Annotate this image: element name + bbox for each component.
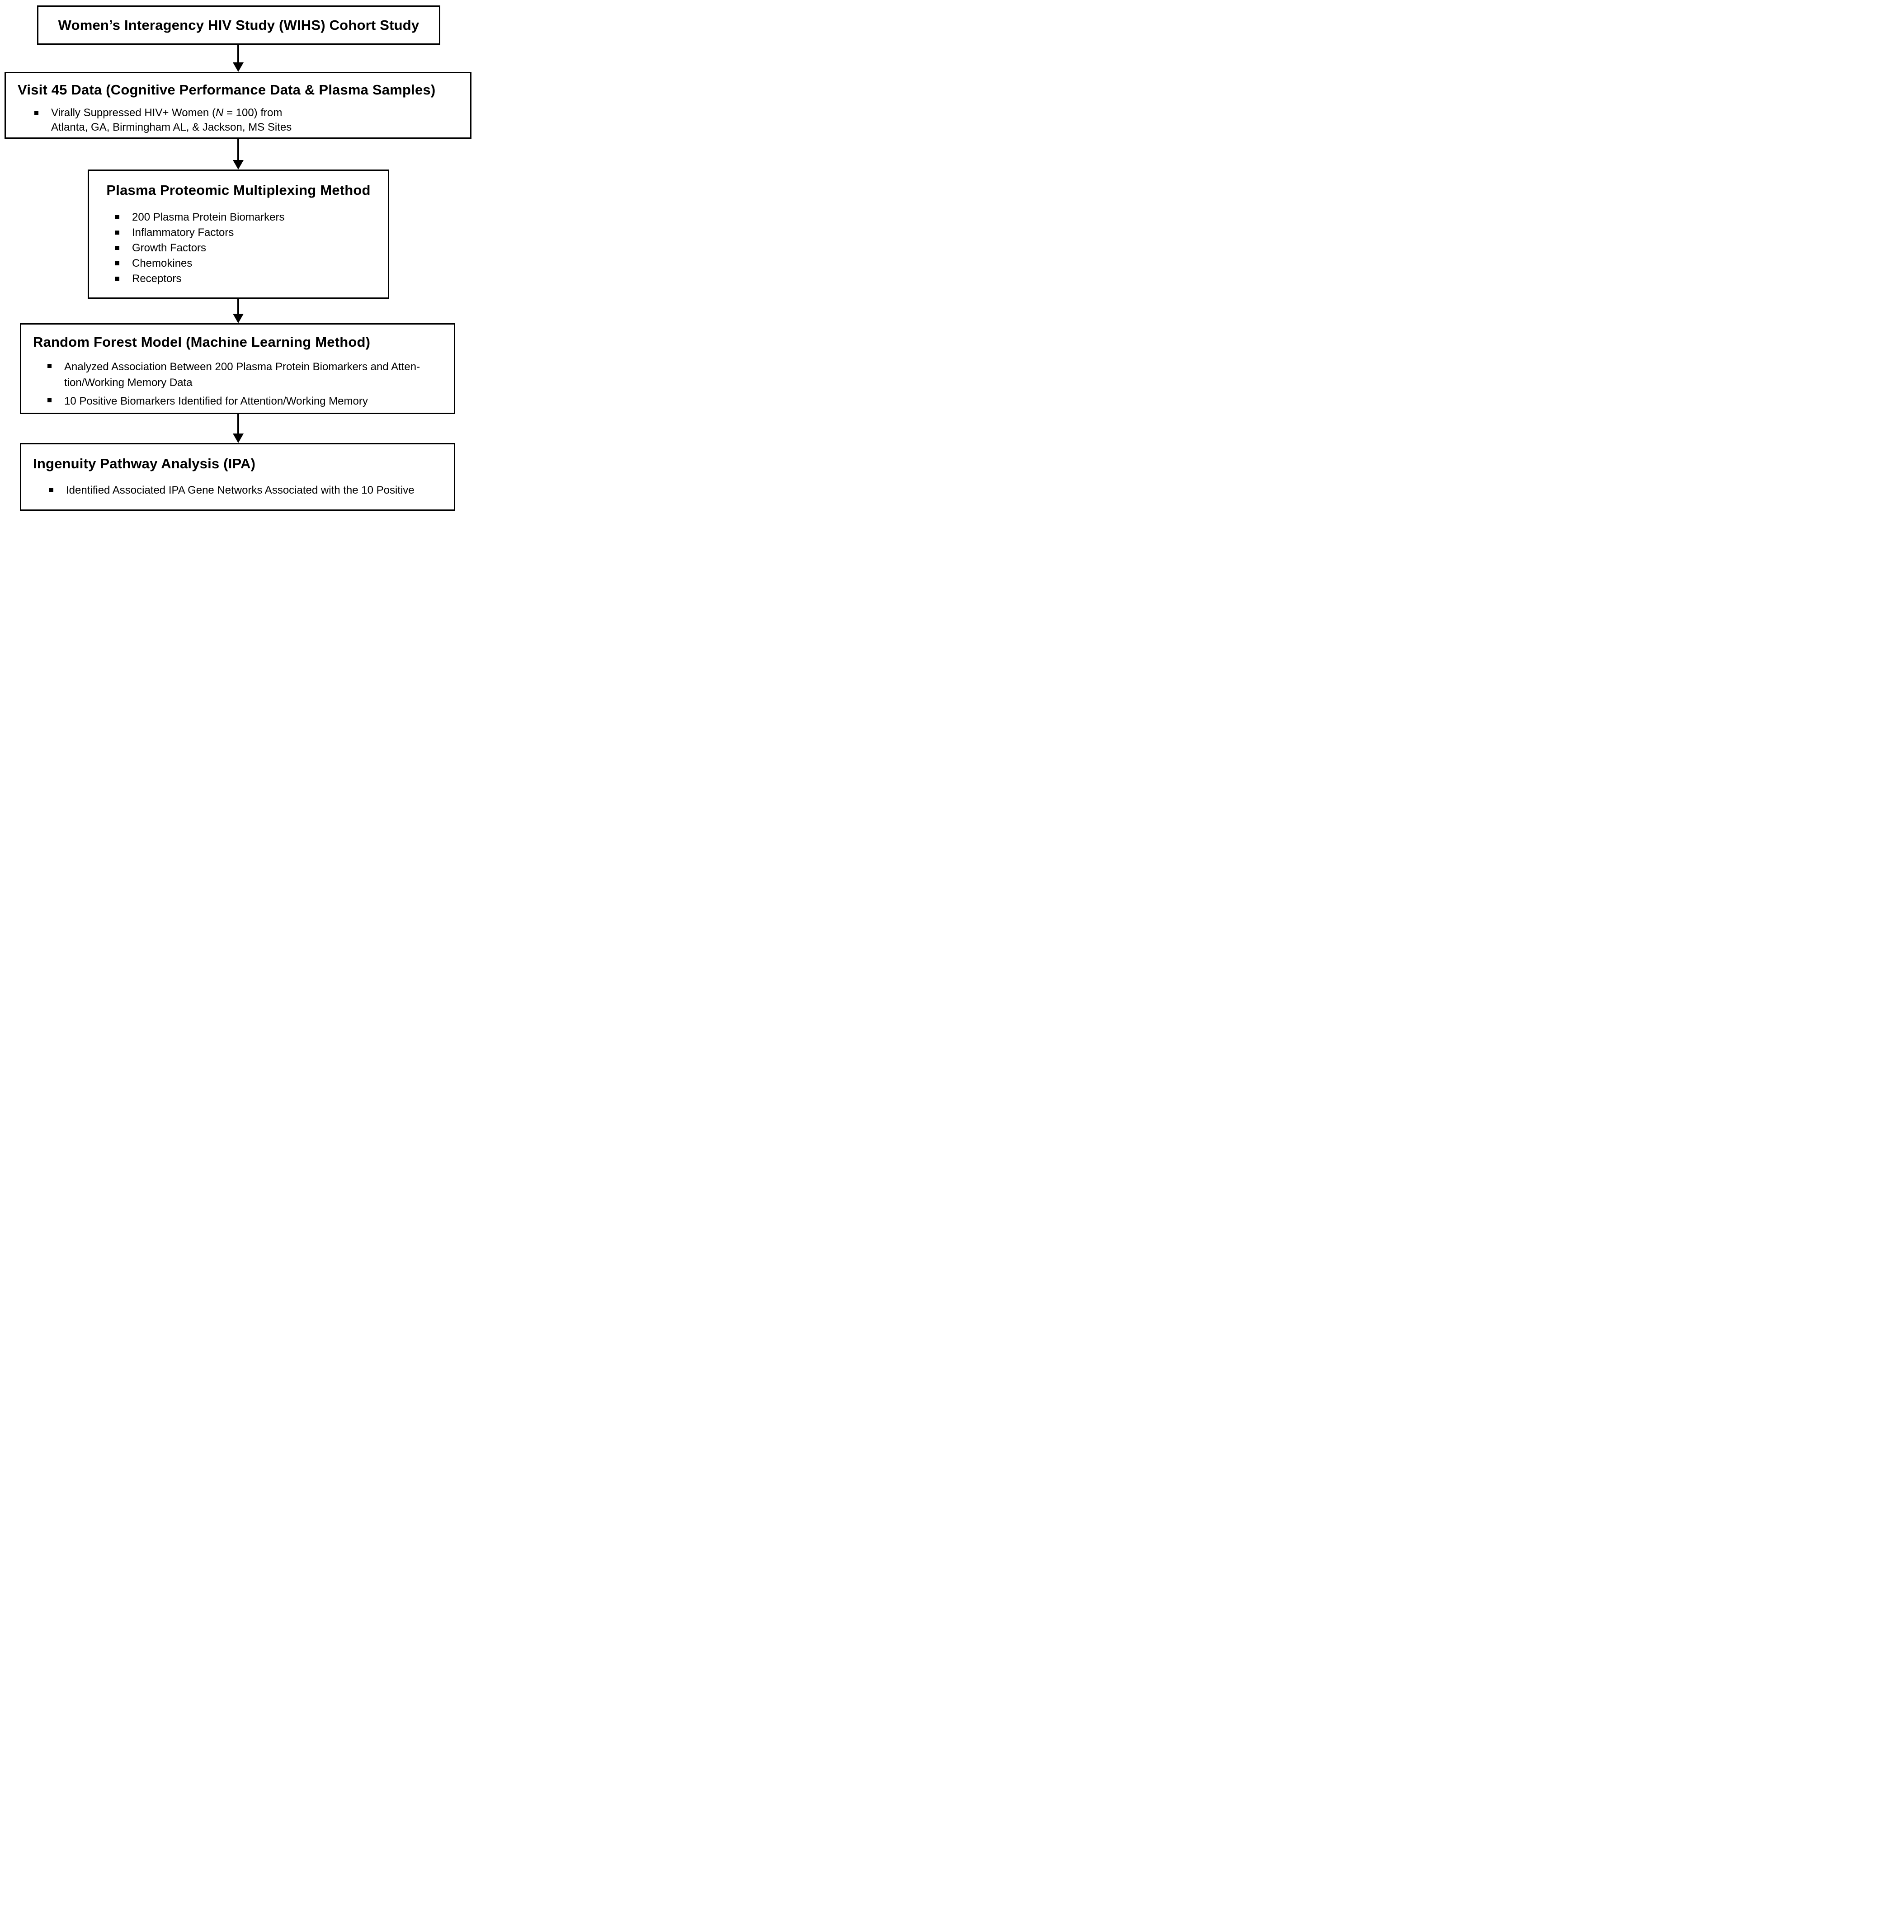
arrow-head-icon (233, 160, 244, 170)
arrow-down-icon (0, 299, 476, 323)
list-item (21, 393, 440, 409)
arrow-down-icon (0, 414, 476, 443)
box-title-ingenuity-pathway-analysis: Ingenuity Pathway Analysis (IPA) (33, 456, 256, 471)
bullet-text: Inflammatory Factors (132, 226, 234, 239)
bullet-text: Identified Associated IPA Gene Networks Associated with the 10 Positive (66, 484, 415, 496)
list-item (89, 210, 388, 225)
bullet-square-icon (47, 364, 52, 368)
bullet-square-icon (115, 261, 119, 265)
bullet-text: Receptors (132, 273, 182, 285)
bullet-square-icon (115, 215, 119, 219)
bullet-text (51, 106, 470, 120)
flowchart-box-visit-45-data (5, 72, 471, 139)
bullet-square-icon (115, 231, 119, 235)
bullet-text-segment: = 100) from (223, 107, 283, 119)
bullet-text: 10 Positive Biomarkers Identified for Attention/Working Memory (64, 395, 368, 407)
bullet-text-line2: Atlanta, GA, Birmingham AL, & Jackson, MS Sites (51, 121, 292, 133)
list-item (89, 240, 388, 256)
bullet-list (89, 210, 388, 287)
arrow-head-icon (233, 314, 244, 323)
list-item (6, 106, 470, 120)
list-item (89, 225, 388, 240)
flowchart-box-ingenuity-pathway-analysis (20, 443, 455, 511)
bullet-list (21, 359, 440, 409)
arrow-head-icon (233, 434, 244, 443)
flowchart-box-random-forest-model (20, 323, 455, 414)
bullet-text: Growth Factors (132, 242, 207, 254)
list-item (21, 359, 440, 391)
bullet-text-segment: Virally Suppressed HIV+ Women ( (51, 107, 216, 119)
flowchart-canvas (0, 0, 476, 511)
arrow-shaft (237, 414, 239, 434)
arrow-down-icon (0, 139, 476, 170)
arrow-head-icon (233, 62, 244, 72)
bullet-square-icon (115, 246, 119, 250)
bullet-text (64, 359, 440, 391)
list-item (21, 483, 440, 498)
flowchart-box-plasma-proteomic-method (88, 170, 389, 299)
bullet-text-line1: Analyzed Association Between 200 Plasma Protein Biomarkers and Atten- (64, 361, 420, 373)
box-title-visit-45-data: Visit 45 Data (Cognitive Performance Data & Plasma Samples) (18, 82, 436, 98)
bullet-square-icon (47, 398, 52, 402)
bullet-list (21, 483, 440, 498)
bullet-text-italic-n: N (215, 107, 224, 119)
bullet-text: Chemokines (132, 257, 193, 269)
bullet-square-icon (115, 277, 119, 281)
bullet-text: 200 Plasma Protein Biomarkers (132, 211, 285, 223)
box-title-wihs-cohort-study: Women’s Interagency HIV Study (WIHS) Cohort Study (58, 17, 419, 33)
bullet-square-icon (34, 111, 38, 115)
box-title-random-forest-model: Random Forest Model (Machine Learning Method) (33, 334, 371, 350)
arrow-shaft (237, 299, 239, 314)
list-item (89, 271, 388, 287)
list-item (89, 256, 388, 271)
arrow-shaft (237, 139, 239, 160)
arrow-down-icon (0, 45, 476, 72)
flowchart-box-wihs-cohort-study (37, 5, 440, 45)
bullet-square-icon (49, 488, 53, 492)
bullet-text-line2: tion/Working Memory Data (64, 377, 193, 389)
arrow-shaft (237, 45, 239, 62)
box-title-plasma-proteomic-method: Plasma Proteomic Multiplexing Method (106, 182, 371, 198)
